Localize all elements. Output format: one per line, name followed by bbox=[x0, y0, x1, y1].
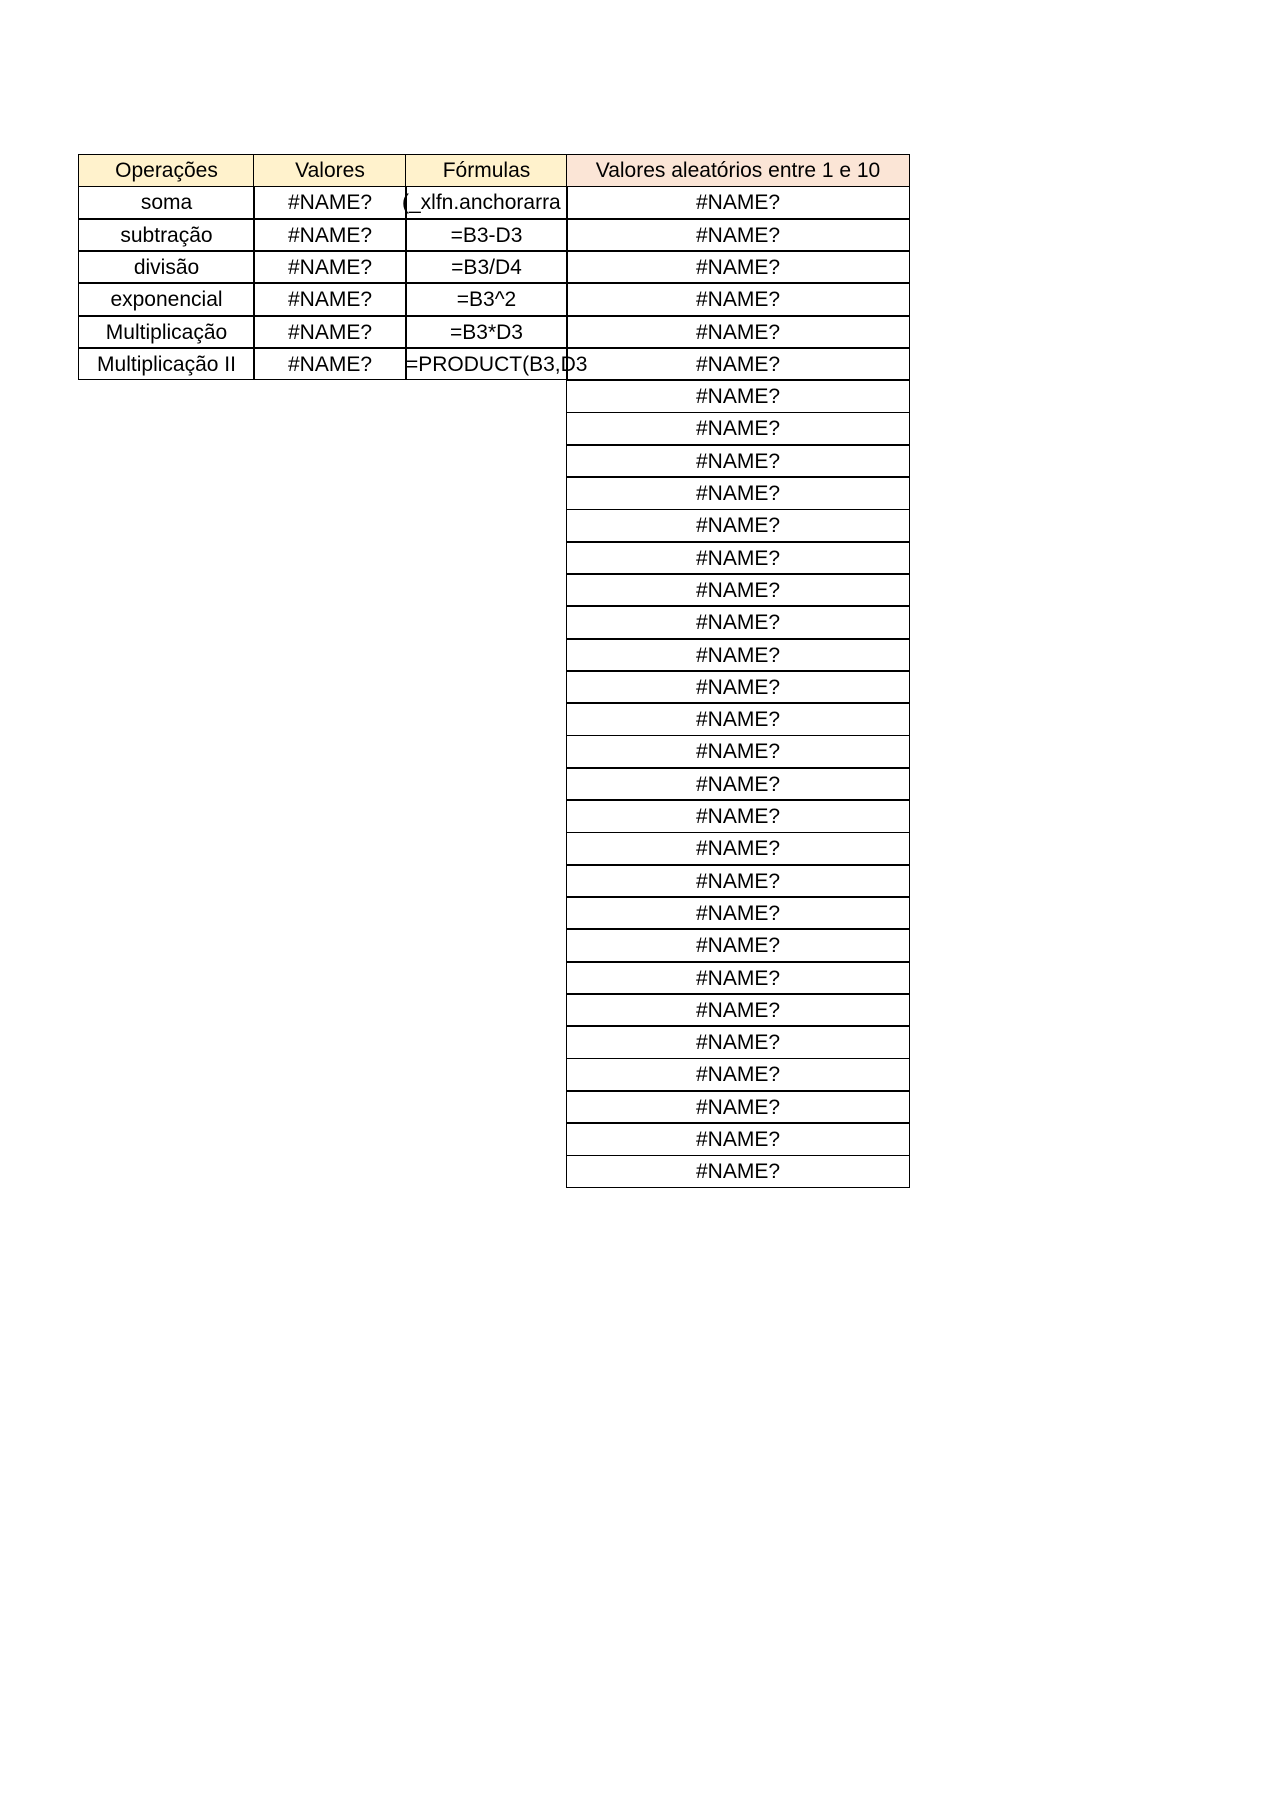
cell-valor[interactable]: #NAME? bbox=[253, 219, 407, 252]
cell-valor-aleatorio[interactable]: #NAME? bbox=[566, 994, 910, 1027]
cell-valor-aleatorio[interactable]: #NAME? bbox=[566, 316, 910, 349]
cell-valor-aleatorio[interactable]: #NAME? bbox=[566, 671, 910, 704]
cell-formula[interactable]: (_xlfn.anchorarra bbox=[405, 186, 568, 219]
cell-valor-aleatorio[interactable]: #NAME? bbox=[566, 412, 910, 445]
cell-valor-aleatorio[interactable]: #NAME? bbox=[566, 542, 910, 575]
cell-valor-aleatorio[interactable]: #NAME? bbox=[566, 929, 910, 962]
cell-valor-aleatorio[interactable]: #NAME? bbox=[566, 348, 910, 381]
cell-valor-aleatorio[interactable]: #NAME? bbox=[566, 800, 910, 833]
cell-valor-aleatorio[interactable]: #NAME? bbox=[566, 509, 910, 542]
cell-valor-aleatorio[interactable]: #NAME? bbox=[566, 1155, 910, 1188]
header-formulas[interactable]: Fórmulas bbox=[405, 154, 568, 187]
spreadsheet-table bbox=[78, 154, 910, 1184]
cell-valor[interactable]: #NAME? bbox=[253, 186, 407, 219]
cell-operacao[interactable]: divisão bbox=[78, 251, 255, 284]
cell-formula[interactable]: =PRODUCT(B3,D3 bbox=[405, 348, 568, 381]
cell-operacao[interactable]: soma bbox=[78, 186, 255, 219]
cell-formula[interactable]: =B3^2 bbox=[405, 283, 568, 316]
cell-valor-aleatorio[interactable]: #NAME? bbox=[566, 865, 910, 898]
cell-operacao[interactable]: exponencial bbox=[78, 283, 255, 316]
cell-valor-aleatorio[interactable]: #NAME? bbox=[566, 477, 910, 510]
cell-operacao[interactable]: subtração bbox=[78, 219, 255, 252]
cell-valor-aleatorio[interactable]: #NAME? bbox=[566, 962, 910, 995]
cell-valor-aleatorio[interactable]: #NAME? bbox=[566, 574, 910, 607]
cell-valor-aleatorio[interactable]: #NAME? bbox=[566, 186, 910, 219]
cell-valor[interactable]: #NAME? bbox=[253, 251, 407, 284]
cell-valor[interactable]: #NAME? bbox=[253, 348, 407, 381]
header-operacoes[interactable]: Operações bbox=[78, 154, 255, 187]
cell-operacao[interactable]: Multiplicação bbox=[78, 316, 255, 349]
cell-valor-aleatorio[interactable]: #NAME? bbox=[566, 1123, 910, 1156]
cell-operacao[interactable]: Multiplicação II bbox=[78, 348, 255, 381]
header-valores[interactable]: Valores bbox=[253, 154, 407, 187]
cell-valor-aleatorio[interactable]: #NAME? bbox=[566, 639, 910, 672]
cell-valor-aleatorio[interactable]: #NAME? bbox=[566, 283, 910, 316]
cell-valor[interactable]: #NAME? bbox=[253, 283, 407, 316]
cell-formula[interactable]: =B3*D3 bbox=[405, 316, 568, 349]
cell-valor-aleatorio[interactable]: #NAME? bbox=[566, 1026, 910, 1059]
cell-valor[interactable]: #NAME? bbox=[253, 316, 407, 349]
cell-valor-aleatorio[interactable]: #NAME? bbox=[566, 768, 910, 801]
cell-valor-aleatorio[interactable]: #NAME? bbox=[566, 445, 910, 478]
cell-valor-aleatorio[interactable]: #NAME? bbox=[566, 606, 910, 639]
cell-valor-aleatorio[interactable]: #NAME? bbox=[566, 897, 910, 930]
cell-valor-aleatorio[interactable]: #NAME? bbox=[566, 1091, 910, 1124]
cell-valor-aleatorio[interactable]: #NAME? bbox=[566, 735, 910, 768]
cell-valor-aleatorio[interactable]: #NAME? bbox=[566, 703, 910, 736]
cell-valor-aleatorio[interactable]: #NAME? bbox=[566, 251, 910, 284]
cell-valor-aleatorio[interactable]: #NAME? bbox=[566, 1058, 910, 1091]
cell-valor-aleatorio[interactable]: #NAME? bbox=[566, 832, 910, 865]
cell-valor-aleatorio[interactable]: #NAME? bbox=[566, 219, 910, 252]
cell-valor-aleatorio[interactable]: #NAME? bbox=[566, 380, 910, 413]
cell-formula[interactable]: =B3-D3 bbox=[405, 219, 568, 252]
cell-formula[interactable]: =B3/D4 bbox=[405, 251, 568, 284]
header-valores-aleatorios[interactable]: Valores aleatórios entre 1 e 10 bbox=[566, 154, 910, 187]
